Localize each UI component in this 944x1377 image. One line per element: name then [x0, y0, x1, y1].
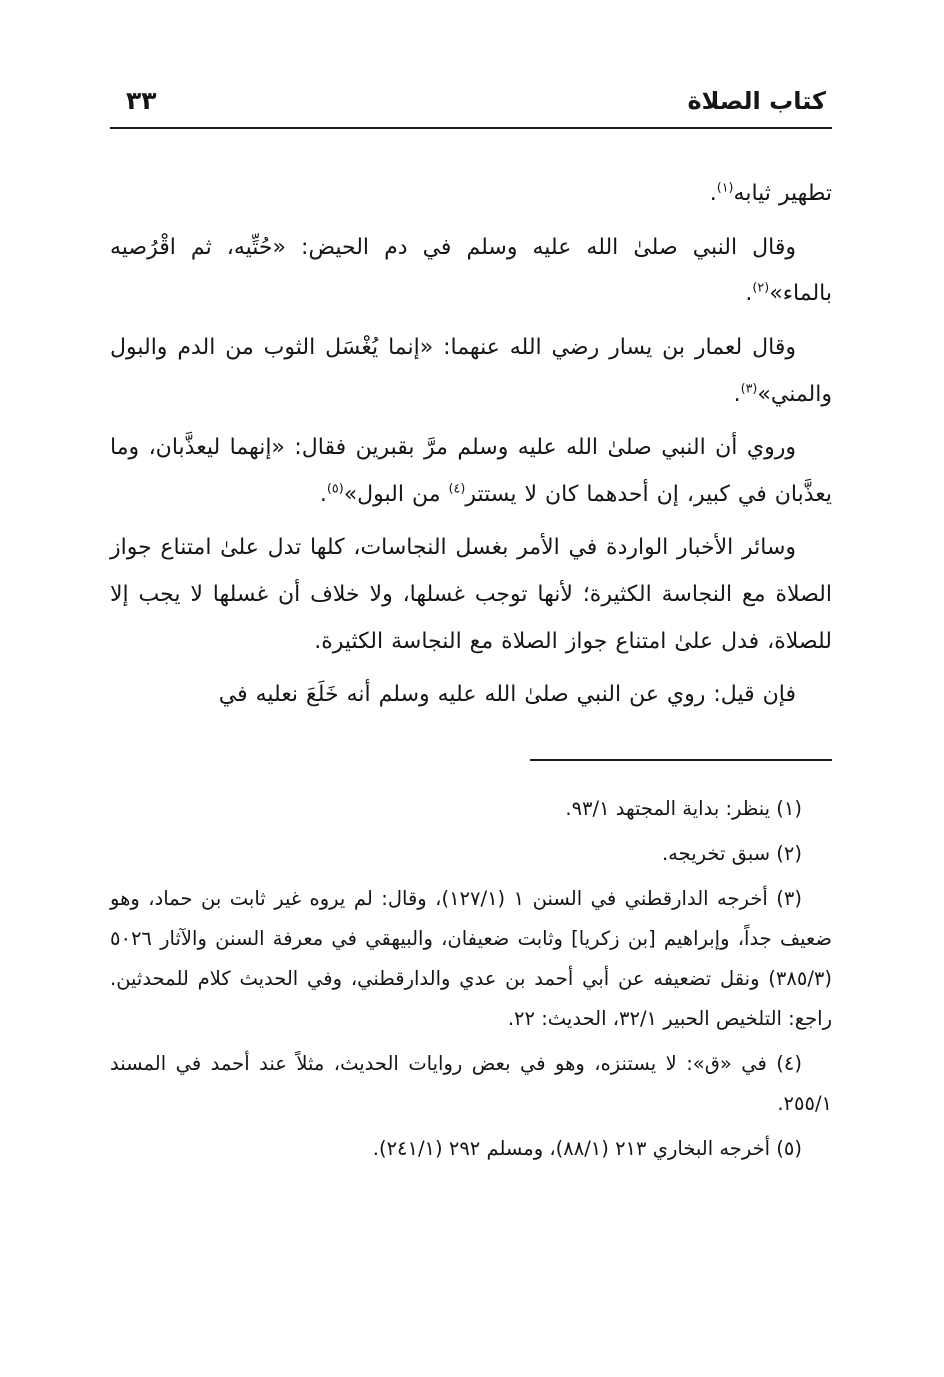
body-paragraph: وروي أن النبي صلىٰ الله عليه وسلم مرَّ بقبرين فقال: «إنهما ليعذَّبان، وما يعذَّبان في كبير، إن أحدهما كان لا يستتر$^{(٤)}$ من البول»$^{(٥)}$.	[110, 435, 832, 507]
footnote: (٤) في «ق»: لا يستنزه، وهو في بعض روايات الحديث، مثلاً عند أحمد في المسند ٢٥٥/١.	[110, 1051, 832, 1115]
body-paragraph: وقال النبي صلىٰ الله عليه وسلم في دم الحيض: «حُتِّيه، ثم اقْرُصيه بالماء»$^{(٢)}$.	[110, 234, 832, 307]
footnote: (٥) أخرجه البخاري ٢١٣ (٨٨/١)، ومسلم ٢٩٢ (٢٤١/١).	[372, 1136, 802, 1160]
footnote-separator	[530, 759, 832, 761]
body-paragraph: فإن قيل: روي عن النبي صلىٰ الله عليه وسلم أنه خَلَعَ نعليه في	[218, 682, 796, 708]
page-header	[110, 86, 832, 127]
footnote: (٣) أخرجه الدارقطني في السنن ١ (١٢٧/١)، وقال: لم يروه غير ثابت بن حماد، وهو ضعيف جداً، وإبراهيم [بن زكريا] وثابت ضعيفان، والبيهقي في معرفة السنن والآثار ٥٠٢٦ (٣٨٥/٣) ونقل تضعيفه عن أبي أحمد بن عدي والدارقطني، وفي الحديث كلام للمحدثين. راجع: التلخيص الحبير ٣٢/١، الحديث: ٢٢.	[110, 886, 832, 1030]
body-paragraph: تطهير ثيابه$^{(١)}$.	[709, 180, 832, 206]
header-title: كتاب الصلاة	[687, 87, 826, 115]
header-rule	[110, 127, 832, 129]
body-paragraph: وسائر الأخبار الواردة في الأمر بغسل النجاسات، كلها تدل علىٰ امتناع جواز الصلاة مع النجاسة الكثيرة؛ لأنها توجب غسلها، ولا خلاف أن غسلها لا يجب إلا للصلاة، فدل علىٰ امتناع جواز الصلاة مع النجاسة الكثيرة.	[110, 535, 832, 654]
body-paragraph: وقال لعمار بن يسار رضي الله عنهما: «إنما يُغْسَل الثوب من الدم والبول والمني»$^{(٣)}$.	[110, 334, 832, 407]
footnote: (٢) سبق تخريجه.	[661, 841, 802, 865]
footnote: (١) ينظر: بداية المجتهد ٩٣/١.	[565, 796, 802, 820]
body-paragraphs	[110, 171, 832, 719]
page-number: ٣٣	[126, 86, 157, 115]
footnotes-list	[110, 789, 832, 1169]
